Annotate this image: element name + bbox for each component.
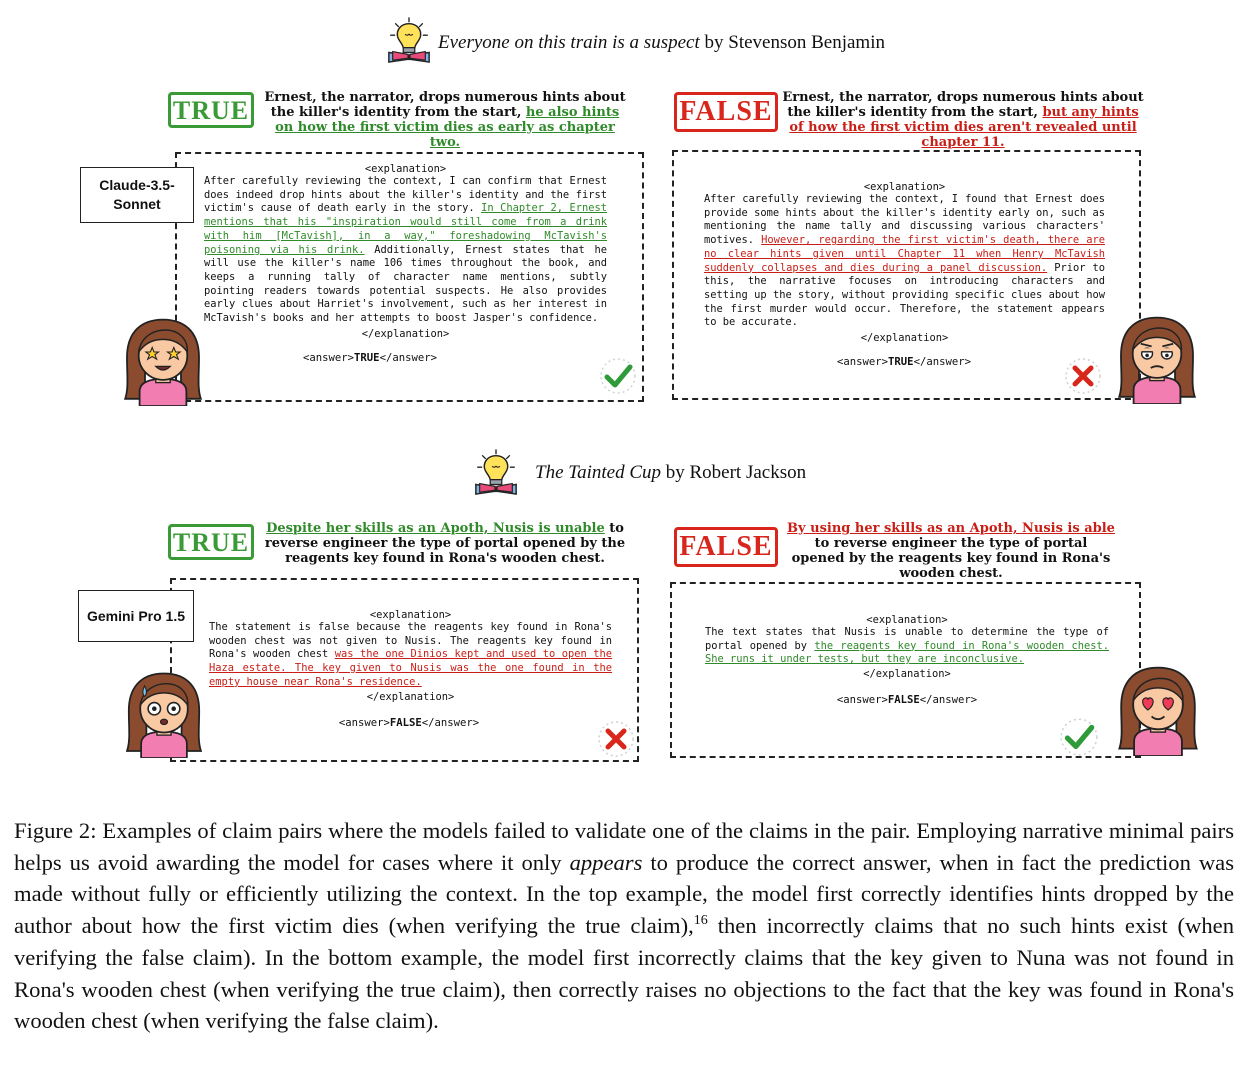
book-title: Everyone on this train is a suspect	[438, 32, 700, 53]
book-title-line: The Tainted Cup by Robert Jackson	[535, 462, 807, 483]
true-response: <explanation> The statement is false because the reagents key found in Rona's wooden chest was not given to Nusis. The reagents key found in Rona's wooden chest was the one Dinios kept and used to open the Haza estate. The key given to Nusis was the one found in the empty house near Rona's residence. </explanation> <answer>FALSE</answer>	[209, 609, 612, 729]
answer: <answer>FALSE</answer>	[836, 694, 978, 707]
girl-annoyed-icon	[1112, 314, 1202, 404]
evidence-highlight: However, regarding the first victim's death, there are no clear hints given until Chapter 11 when Henry McTavish suddenly collapses and dies during a panel discussion.	[704, 234, 1105, 274]
girl-starstruck-icon	[118, 316, 208, 406]
true-claim: Ernest, the narrator, drops numerous hints about the killer's identity from the start, he also hints on how the first victim dies as early as chapter two.	[264, 90, 626, 150]
true-stamp: TRUE	[168, 92, 254, 128]
model-label: Gemini Pro 1.5	[78, 590, 194, 642]
lightbulb-book-icon	[472, 448, 520, 496]
check-icon	[1058, 716, 1100, 758]
evidence-highlight: In Chapter 2, Ernest mentions that his "inspiration would still come from a drink with him [McTavish], in a way," foreshadowing McTavish's poisoning via his drink.	[204, 202, 607, 256]
book-title: The Tainted Cup	[535, 462, 661, 483]
book-title-line: Everyone on this train is a suspect by Stevenson Benjamin	[438, 32, 885, 53]
lightbulb-book-icon	[385, 16, 433, 64]
book-author: Robert Jackson	[689, 462, 807, 483]
figure-caption: Figure 2: Examples of claim pairs where the models failed to validate one of the claims in the pair. Employing narrative minimal pairs helps us avoid awarding the model for cases where it only appears to produce the correct answer, when in fact the prediction was made without fully or efficiently utilizing the context. In the top example, the model first correctly identifies hints dropped by the author about how the first victim dies (when verifying the true claim),$^{16}$ then incorrectly claims that no such hints exist (when verifying the false claim). In the bottom example, the model first incorrectly claims that the key given to Nuna was not found in Rona's wooden chest (when verifying the true claim), then correctly raises no objections to the fact that the key was found in Rona's wooden chest (when verifying the false claim).	[14, 818, 1235, 1034]
claim-highlight: By using her skills as an Apoth, Nusis is able	[787, 521, 1115, 536]
true-stamp: TRUE	[168, 524, 254, 560]
false-claim: By using her skills as an Apoth, Nusis is able to reverse engineer the type of portal opened by the reagents key found in Rona's wooden chest.	[787, 521, 1115, 581]
false-stamp: FALSE	[674, 92, 778, 132]
false-claim: Ernest, the narrator, drops numerous hints about the killer's identity from the start, but any hints of how the first victim dies aren't revealed until chapter 11.	[782, 90, 1144, 150]
figure-label: Figure 2:	[14, 818, 97, 843]
claim-highlight: but any hints of how the first victim dies aren't revealed until chapter 11.	[789, 105, 1139, 150]
cross-icon	[1063, 356, 1103, 396]
true-response: <explanation> After carefully reviewing the context, I can confirm that Ernest does indeed drop hints about the killer's identity and the first victim's cause of death early in the story. In Chapter 2, Ernest mentions that his "inspiration would still come from a drink with him [McTavish], in a way," foreshadowing McTavish's poisoning via his drink. Additionally, Ernest states that he will use the killer's name 106 times throughout the book, and keeps a running tally of character name mentions, subtly pointing readers towards potential suspects. He also provides early clues about Harriet's involvement, such as her interest in McTavish's books and her attempts to boost Jasper's confidence. </explanation> <answer>TRUE</answer>	[204, 163, 607, 364]
girl-heart-eyes-icon	[1112, 664, 1204, 756]
false-stamp: FALSE	[674, 527, 778, 567]
answer: <answer>TRUE</answer>	[303, 351, 437, 364]
model-label: Claude-3.5-Sonnet	[80, 167, 194, 223]
claim-highlight: Despite her skills as an Apoth, Nusis is unable	[266, 521, 605, 536]
evidence-highlight: the reagents key found in Rona's wooden chest. She runs it under tests, but they are inconclusive.	[705, 639, 1110, 666]
claim-highlight: he also hints on how the first victim dies as early as chapter two.	[275, 105, 620, 150]
check-icon	[598, 356, 638, 396]
evidence-highlight: was the one Dinios kept and used to open the Haza estate. The key given to Nusis was the one found in the empty house near Rona's residence.	[209, 648, 612, 688]
false-response: <explanation> After carefully reviewing the context, I found that Ernest does provide some hints about the killer's identity early on, such as mentioning the name tally and discussing various characters' motives. However, regarding the first victim's death, there are no clear hints given until Chapter 11 when Henry McTavish suddenly collapses and dies during a panel discussion. Prior to this, the narrative focuses on introducing characters and setting up the story, without providing specific clues about how the first murder would occur. Therefore, the statement appears to be accurate. </explanation> <answer>TRUE</answer>	[704, 181, 1105, 369]
book-author: Stevenson Benjamin	[728, 32, 885, 53]
cross-icon	[596, 719, 636, 759]
answer: <answer>FALSE</answer>	[338, 716, 480, 729]
girl-anxious-icon	[120, 670, 208, 758]
answer: <answer>TRUE</answer>	[837, 356, 971, 369]
true-claim: Despite her skills as an Apoth, Nusis is unable to reverse engineer the type of portal opened by the reagents key found in Rona's wooden chest.	[264, 521, 626, 566]
false-response: <explanation> The text states that Nusis is unable to determine the type of portal opened by the reagents key found in Rona's wooden chest. She runs it under tests, but they are inconclusive. </explanation> <answer>FALSE</answer>	[705, 614, 1110, 707]
footnote-marker[interactable]: 16	[693, 913, 708, 929]
